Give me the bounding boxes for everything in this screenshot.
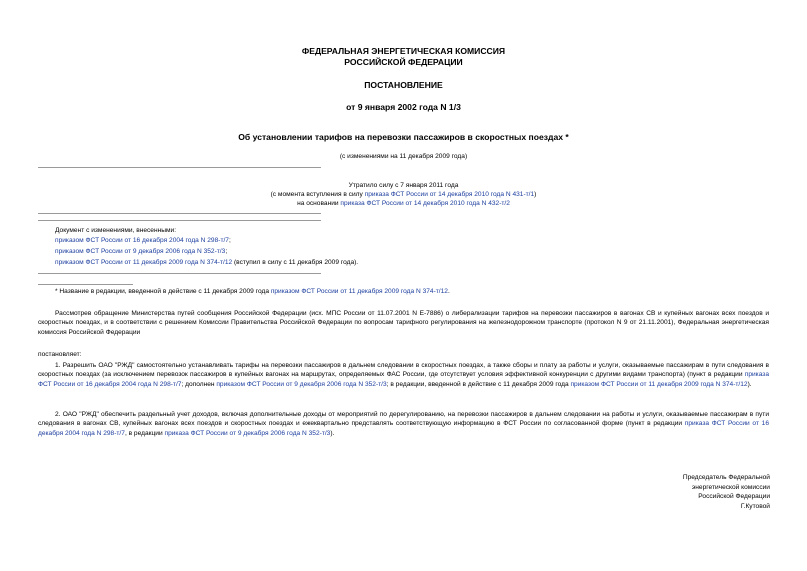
document-type: ПОСТАНОВЛЕНИЕ: [364, 80, 443, 90]
link-clause1-order-352[interactable]: приказом ФСТ России от 9 декабря 2006 года N 352-т/3: [216, 380, 387, 388]
signature-line-1: Председатель Федеральной: [682, 474, 770, 481]
change-item: [55, 237, 231, 246]
change-suffix: (вступил в силу с 11 декабря 2009 года).: [232, 259, 359, 266]
divider: [38, 167, 321, 168]
divider: [38, 273, 321, 274]
clause-1-text: ).: [747, 380, 752, 388]
clause-1: [38, 361, 769, 389]
lost-force-text: (с момента вступления в силу: [270, 191, 365, 198]
footnote-text: * Название в редакции, введенной в действие с 11 декабря 2009 года: [55, 288, 271, 295]
change-item: [55, 248, 227, 257]
issuer-line-1: ФЕДЕРАЛЬНАЯ ЭНЕРГЕТИЧЕСКАЯ КОМИССИЯ: [301, 46, 506, 56]
clause-1-text: ; дополнен: [181, 380, 217, 388]
link-clause1-order-374[interactable]: приказом ФСТ России от 11 декабря 2009 года N 374-т/12: [570, 380, 748, 388]
clause-1-text: ; в редакции, введенной в действие с 11 декабря 2009 года: [386, 380, 571, 388]
clause-2: [38, 410, 769, 438]
clause-2-text: , в редакции: [124, 429, 165, 437]
signature-line-2: энергетической комиссии: [691, 483, 770, 491]
lost-force-line-1: Утратило силу с 7 января 2011 года: [348, 182, 459, 189]
change-item: [55, 259, 358, 268]
footnote: [55, 288, 450, 297]
document-subtitle: (с изменениями на 11 декабря 2009 года): [339, 153, 468, 160]
link-clause2-order-298[interactable]: приказа ФСТ России от 16 декабря 2004 года N 298-т/7: [38, 420, 770, 437]
clause-1-text: 1. Разрешить ОАО "РЖД" самостоятельно устанавливать тарифы на перевозки пассажиров в дальнем следовании в скоростных поездах, а также сборы и плату за работы и услуги, оказываемые пассажирам в пути следования в скоростных поездах (за исключением перевозок пассажиров в купейных вагонах на маршрутах, определяемых ФАС России, где отсутствует условия эффективной конкуренции с другими видами транспорта) (пункт в редакции: [38, 362, 769, 379]
resolves-label: постановляет:: [38, 351, 82, 358]
preamble-paragraph: [38, 309, 769, 337]
lost-force-line-2: [0, 191, 807, 200]
link-order-431[interactable]: приказа ФСТ России от 14 декабря 2010 года N 431-т/1: [364, 191, 535, 198]
divider: [38, 220, 321, 221]
link-order-298[interactable]: приказом ФСТ России от 16 декабря 2004 года N 298-т/7: [55, 237, 229, 244]
document-title: Об установлении тарифов на перевозки пассажиров в скоростных поездах *: [238, 132, 569, 142]
preamble-text: Рассмотрев обращение Министерства путей сообщения Российской Федерации (исх. МПС России от 11.07.2001 N Е-7886) о либерализации тарифов на перевозки пассажиров в вагонах СВ и купейных вагонах всех поездов и скоростных поездах, и в соответствии с решением Комиссии Правительства Российской Федерации по вопросам тарифного регулирования на железнодорожном транспорте (протокол N 9 от 21.11.2001), Федеральная энергетическая комиссия Российской Федерации: [38, 310, 769, 336]
footnote-text: .: [447, 288, 450, 295]
link-footnote-order-374[interactable]: приказом ФСТ России от 11 декабря 2009 года N 374-т/12: [270, 288, 448, 295]
issuer-line-2: РОССИЙСКОЙ ФЕДЕРАЦИИ: [344, 57, 463, 67]
link-order-352[interactable]: приказом ФСТ России от 9 декабря 2006 года N 352-т/3: [55, 248, 226, 255]
change-suffix: ;: [228, 237, 231, 244]
signatory-name: Г.Кутовой: [740, 502, 770, 510]
link-clause2-order-352[interactable]: приказа ФСТ России от 9 декабря 2006 года N 352-т/3: [164, 429, 331, 437]
lost-force-text: ): [534, 191, 537, 198]
signature-block: [683, 473, 770, 511]
signature-line-3: Российской Федерации: [698, 493, 770, 501]
change-suffix: ;: [225, 248, 228, 255]
footnote-divider: [38, 284, 133, 285]
lost-force-line-3: [0, 200, 807, 209]
link-clause1-order-298[interactable]: приказа ФСТ России от 16 декабря 2004 года N 298-т/7: [38, 371, 769, 388]
clause-2-text: ).: [330, 429, 335, 437]
changes-heading: Документ с изменениями, внесенными:: [55, 227, 177, 234]
document-date: от 9 января 2002 года N 1/3: [346, 102, 461, 112]
lost-force-text: на основании: [297, 200, 341, 207]
divider: [38, 213, 321, 214]
clause-2-text: 2. ОАО "РЖД" обеспечить раздельный учет доходов, включая дополнительные доходы от мероприятий по дерегулированию, на перевозки пассажиров в дальнем следовании на работы и услуги, оказываемые пассажирам в пути следования в вагонах СВ, купейных вагонах всех поездов и скоростных поездах и ежеквартально представлять соответствующую информацию в ФСТ России по согласованной форме (пункт в редакции: [38, 411, 769, 428]
link-order-432[interactable]: приказа ФСТ России от 14 декабря 2010 года N 432-т/2: [340, 200, 510, 207]
link-order-374[interactable]: приказом ФСТ России от 11 декабря 2009 года N 374-т/12: [55, 259, 233, 266]
